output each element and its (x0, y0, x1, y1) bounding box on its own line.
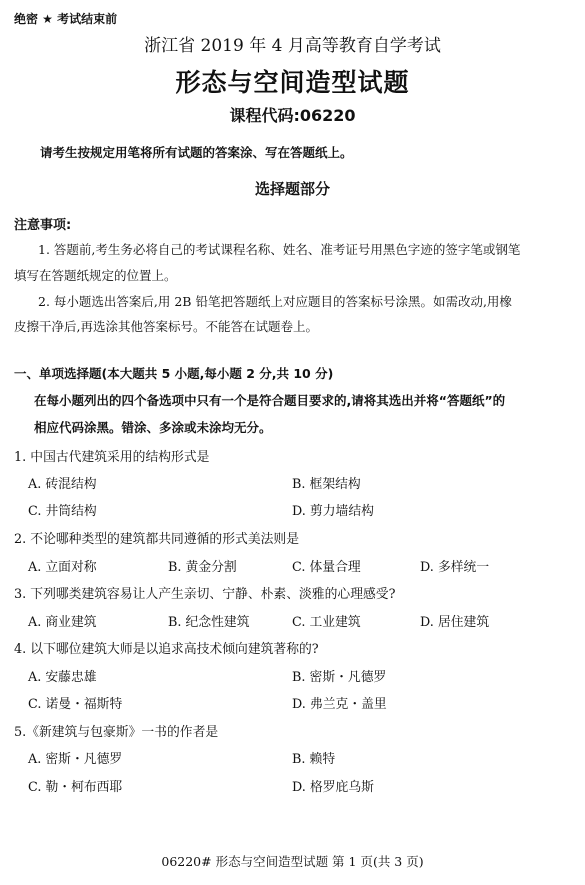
page-footer: 06220# 形态与空间造型试题 第 1 页(共 3 页) (161, 854, 424, 869)
option-c: C. 诺曼・福斯特 (28, 697, 123, 712)
option-d: D. 弗兰克・盖里 (292, 697, 387, 712)
note-item-1-line-2: 填写在答题纸规定的位置上。 (14, 268, 177, 283)
option-c: C. 体量合理 (292, 560, 361, 575)
subject-title: 形态与空间造型试题 (175, 68, 410, 97)
option-c: C. 工业建筑 (292, 615, 361, 630)
option-b: B. 密斯・凡德罗 (292, 670, 387, 685)
option-d: D. 多样统一 (420, 560, 490, 575)
option-a: A. 砖混结构 (28, 477, 97, 492)
option-d: D. 格罗庇乌斯 (292, 780, 374, 795)
note-item-2-line-2: 皮擦干净后,再选涂其他答案标号。不能答在试题卷上。 (14, 319, 318, 334)
option-d: D. 剪力墙结构 (292, 504, 374, 519)
question-stem: 4. 以下哪位建筑大师是以追求高技术倾向建筑著称的? (14, 642, 319, 657)
section-instruction-line-2: 相应代码涂黑。错涂、多涂或未涂均无分。 (34, 420, 272, 435)
option-c: C. 井筒结构 (28, 504, 97, 519)
part-title: 选择题部分 (254, 180, 330, 198)
option-a: A. 商业建筑 (28, 615, 97, 630)
option-b: B. 赖特 (292, 752, 336, 767)
option-a: A. 安藤忠雄 (28, 670, 97, 685)
question-stem: 3. 下列哪类建筑容易让人产生亲切、宁静、朴素、淡雅的心理感受? (14, 587, 396, 602)
exam-title-line: 浙江省 2019 年 4 月高等教育自学考试 (144, 36, 441, 56)
course-code: 课程代码:06220 (229, 106, 356, 125)
option-b: B. 框架结构 (292, 477, 361, 492)
question-stem: 5.《新建筑与包豪斯》一书的作者是 (14, 725, 219, 740)
confidential-label: 绝密 ★ 考试结束前 (14, 12, 118, 26)
question-stem: 2. 不论哪种类型的建筑都共同遵循的形式美法则是 (14, 532, 300, 547)
option-a: A. 立面对称 (28, 560, 97, 575)
question-stem: 1. 中国古代建筑采用的结构形式是 (14, 450, 210, 465)
option-b: B. 黄金分割 (168, 560, 237, 575)
option-d: D. 居住建筑 (420, 615, 490, 630)
section-instruction-line-1: 在每小题列出的四个备选项中只有一个是符合题目要求的,请将其选出并将“答题纸”的 (34, 393, 506, 408)
note-item-2-line-1: 2. 每小题选出答案后,用 2B 铅笔把答题纸上对应题目的答案标号涂黑。如需改动,用橡 (38, 294, 512, 309)
notes-title: 注意事项: (14, 218, 72, 233)
option-c: C. 勒・柯布西耶 (28, 780, 123, 795)
note-item-1-line-1: 1. 答题前,考生务必将自己的考试课程名称、姓名、准考证号用黑色字迹的签字笔或钢笔 (38, 242, 521, 257)
section-title: 一、单项选择题(本大题共 5 小题,每小题 2 分,共 10 分) (14, 366, 334, 381)
answer-instruction: 请考生按规定用笔将所有试题的答案涂、写在答题纸上。 (40, 145, 353, 160)
option-a: A. 密斯・凡德罗 (28, 752, 123, 767)
option-b: B. 纪念性建筑 (168, 615, 250, 630)
